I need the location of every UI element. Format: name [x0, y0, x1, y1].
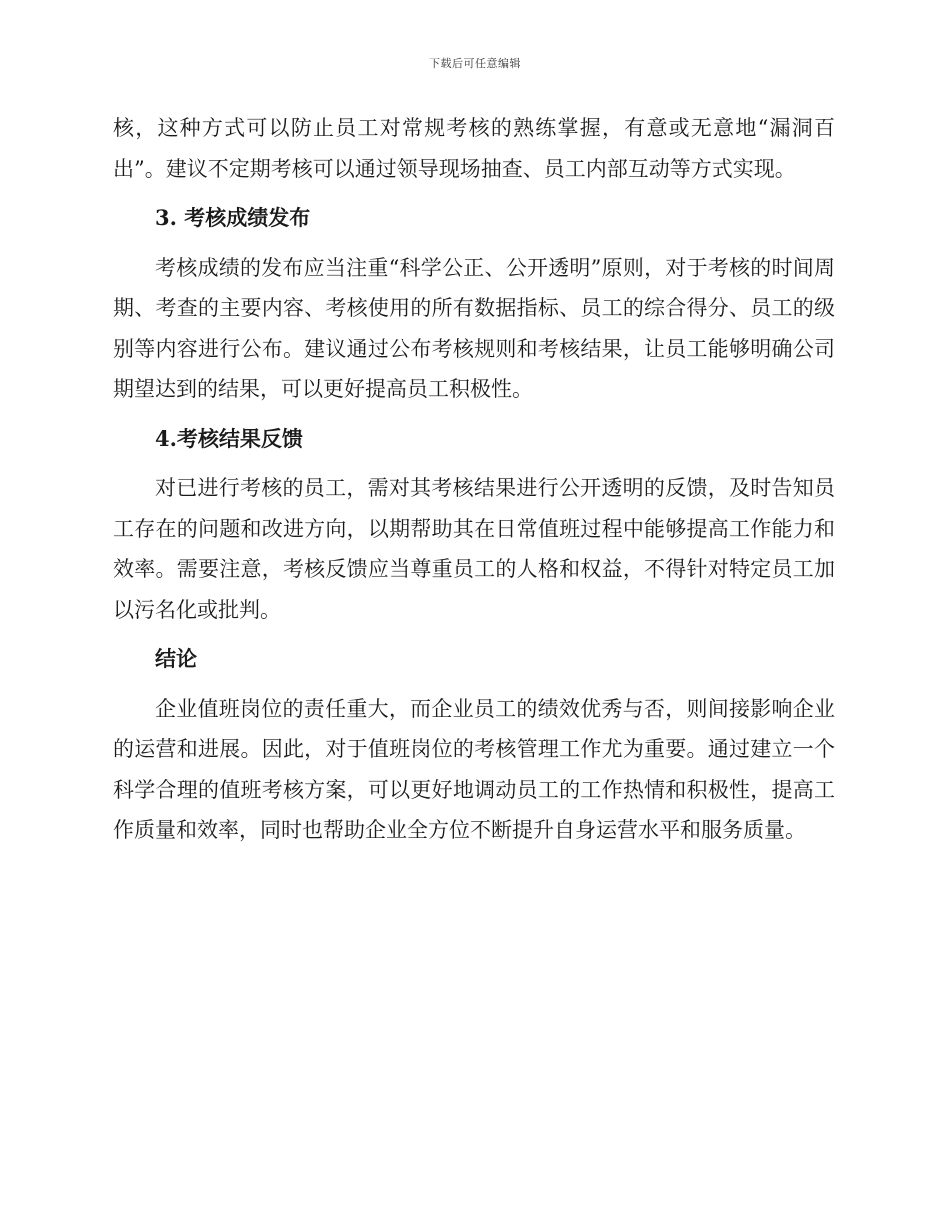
section-4-heading: 4.考核结果反馈 [155, 425, 303, 451]
document-body [113, 108, 835, 851]
page-header: 下载后可任意编辑 [429, 57, 521, 70]
conclusion-heading: 结论 [155, 646, 197, 671]
conclusion-paragraph: 企业值班岗位的责任重大，而企业员工的绩效优秀与否，则间接影响企业的运营和进展。因此，对于值班岗位的考核管理工作尤为重要。通过建立一个科学合理的值班考核方案，可以更好地调动员工的工作热情和积极性，提高工作质量和效率，同时也帮助企业全方位不断提升自身运营水平和服务质量。 [113, 696, 835, 842]
section-3-paragraph: 考核成绩的发布应当注重“科学公正、公开透明”原则，对于考核的时间周期、考查的主要内容、考核使用的所有数据指标、员工的综合得分、员工的级别等内容进行公布。建议通过公布考核规则和考核结果，让员工能够明确公司期望达到的结果，可以更好提高员工积极性。 [113, 255, 835, 401]
section-4-paragraph: 对已进行考核的员工，需对其考核结果进行公开透明的反馈，及时告知员工存在的问题和改进方向，以期帮助其在日常值班过程中能够提高工作能力和效率。需要注意，考核反馈应当尊重员工的人格和权益，不得针对特定员工加以污名化或批判。 [113, 476, 835, 622]
intro-paragraph: 核，这种方式可以防止员工对常规考核的熟练掌握，有意或无意地“漏洞百出”。建议不定期考核可以通过领导现场抽查、员工内部互动等方式实现。 [113, 116, 835, 181]
section-3-heading: 3. 考核成绩发布 [155, 205, 311, 230]
